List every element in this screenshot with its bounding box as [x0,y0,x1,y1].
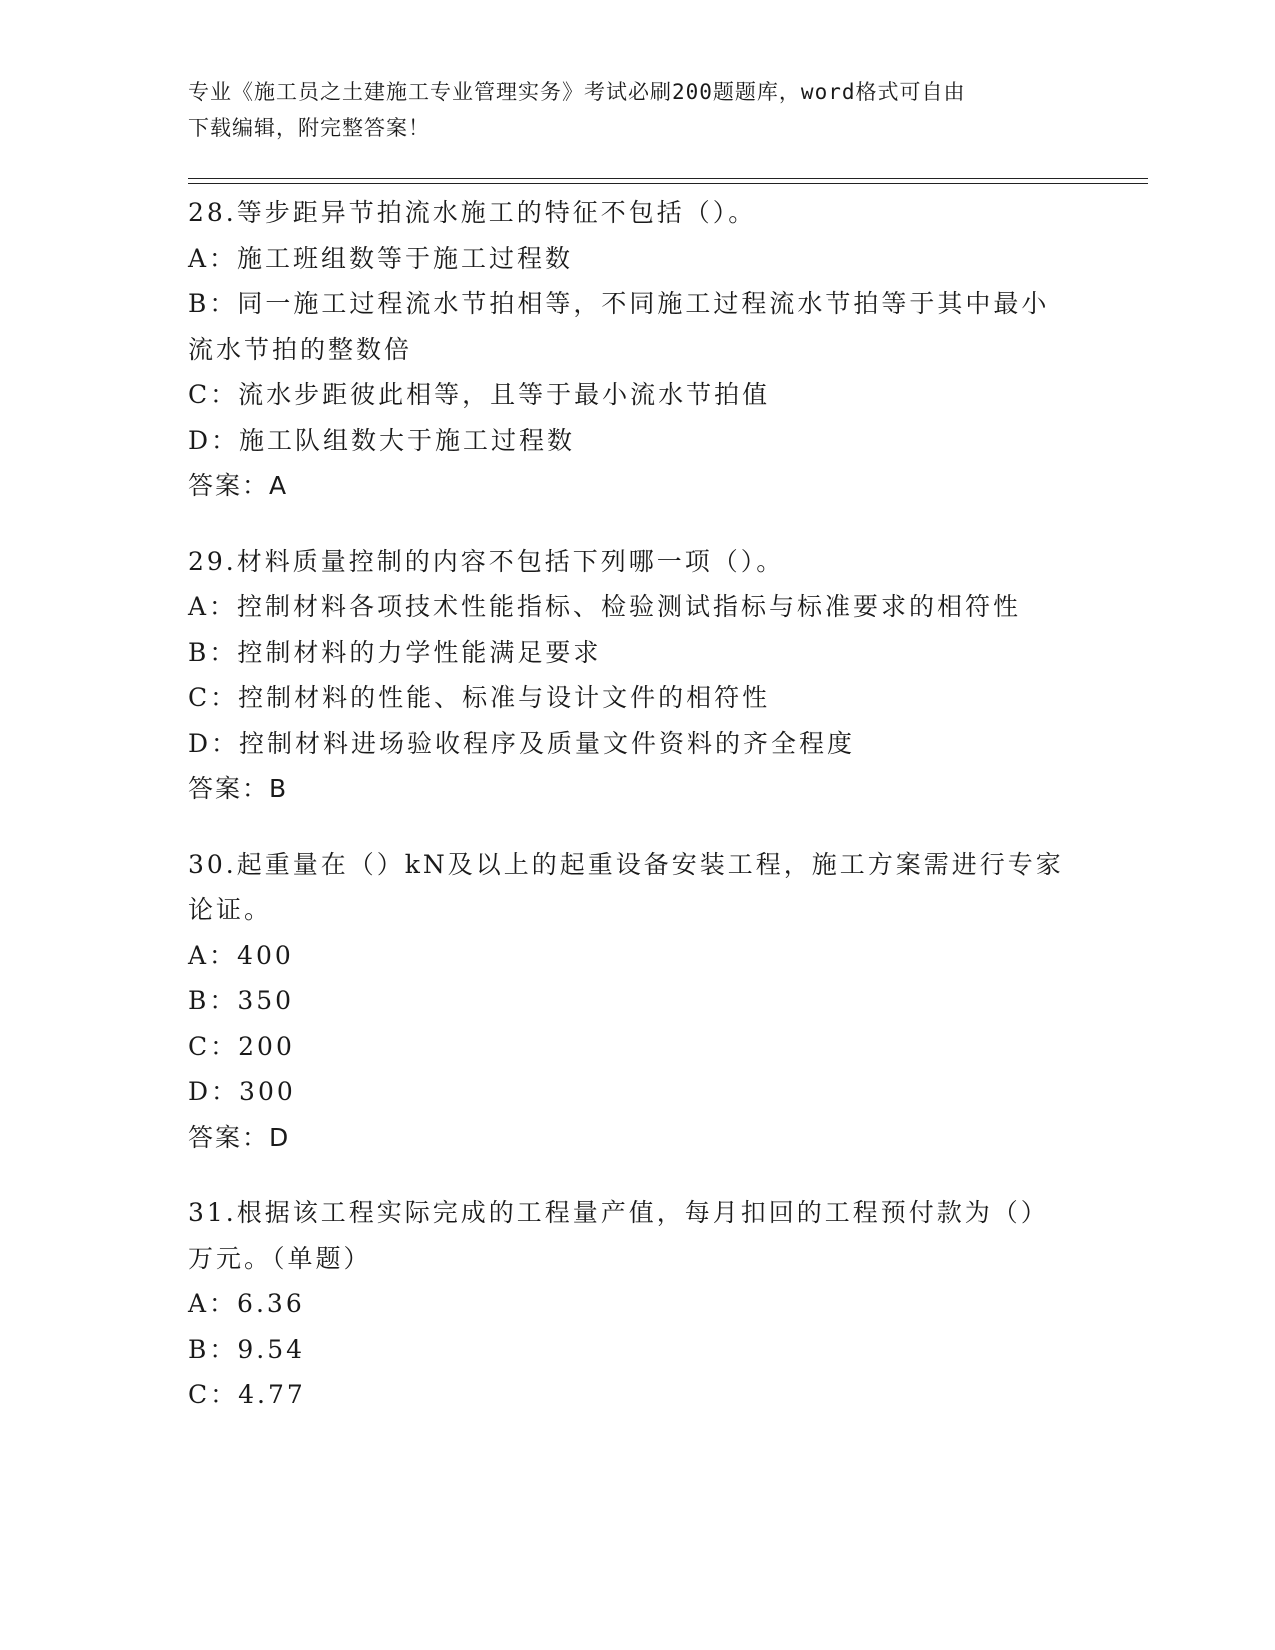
question-block [188,1190,1088,1418]
answer-option: C：200 [188,1031,295,1061]
question-stem: 28.等步距异节拍流水施工的特征不包括（）。 [188,198,757,227]
answer-option: B：同一施工过程流水节拍相等，不同施工过程流水节拍等于其中最小 [188,289,1050,318]
answer-key: 答案：D [188,1122,291,1152]
answer-option: C：4.77 [188,1380,306,1409]
answer-option: 流水节拍的整数倍 [188,334,413,364]
header-divider-bottom [188,183,1148,184]
header-title-line-1: 专业《施工员之土建施工专业管理实务》考试必刷200题题库，word格式可自由 [188,80,966,104]
question-stem: 万元。（单题） [188,1243,372,1273]
question-stem: 30.起重量在（）kN及以上的起重设备安装工程，施工方案需进行专家 [188,849,1064,879]
answer-option: A：6.36 [188,1289,305,1318]
answer-option: B：控制材料的力学性能满足要求 [188,637,602,667]
answer-option: D：施工队组数大于施工过程数 [188,425,576,455]
answer-option: D：控制材料进场验收程序及质量文件资料的齐全程度 [188,728,856,758]
question-stem: 29.材料质量控制的内容不包括下列哪一项（）。 [188,546,785,576]
document-header [188,74,1088,146]
question-stem: 论证。 [188,895,273,924]
question-block [188,842,1088,1161]
answer-option: D：300 [188,1077,296,1106]
question-block [188,190,1088,509]
answer-option: C：控制材料的性能、标准与设计文件的相符性 [188,683,771,712]
answer-option: B：350 [188,986,295,1015]
answer-option: A：控制材料各项技术性能指标、检验测试指标与标准要求的相符性 [188,592,1022,621]
header-divider-top [188,178,1148,179]
answer-key: 答案：A [188,471,289,500]
question-stem: 31.根据该工程实际完成的工程量产值，每月扣回的工程预付款为（） [188,1198,1049,1227]
answer-option: A：400 [188,940,294,970]
question-list [188,190,1088,1448]
answer-key: 答案：B [188,774,289,803]
header-title-line-2: 下载编辑，附完整答案！ [188,116,430,140]
answer-option: A：施工班组数等于施工过程数 [188,243,574,273]
question-block [188,539,1088,812]
answer-option: C：流水步距彼此相等，且等于最小流水节拍值 [188,380,771,409]
answer-option: B：9.54 [188,1334,306,1364]
